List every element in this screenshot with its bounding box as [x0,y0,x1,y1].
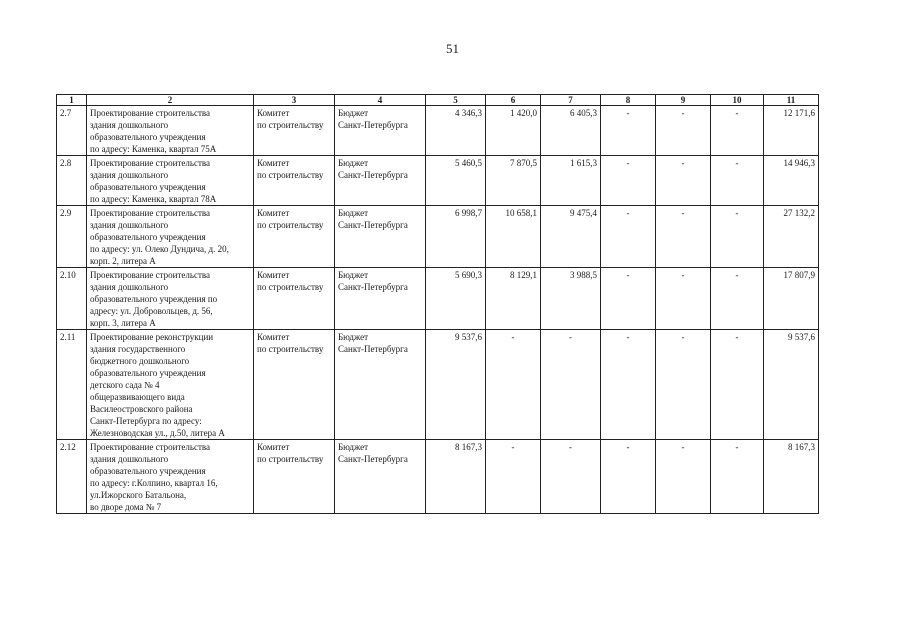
executor-cell [254,440,335,514]
value-cell-8: - [601,268,656,330]
value-cell-6: 8 129,1 [486,268,541,330]
lines-line: Проектирование строительства [90,270,211,280]
lines-line: корп. 3, литера А [90,318,156,328]
value-cell-10: - [711,106,764,156]
value-cell-7: - [541,330,601,440]
column-header-4: 4 [335,95,426,106]
lines-line: здания дошкольного [90,282,169,292]
row-index-cell: 2.10 [57,268,87,330]
org-line: по строительству [257,220,324,230]
column-header-5: 5 [426,95,486,106]
description-cell [87,156,254,206]
table-row [57,330,819,440]
src-line: Санкт-Петербурга [338,120,408,130]
value-cell-10: - [711,330,764,440]
description-cell [87,440,254,514]
column-header-2: 2 [87,95,254,106]
lines-line: бюджетного дошкольного [90,356,190,366]
column-header-7: 7 [541,95,601,106]
table-row [57,156,819,206]
src-line: Санкт-Петербурга [338,454,408,464]
src-line: Бюджет [338,108,369,118]
org-line: Комитет [257,158,290,168]
value-cell-11: 8 167,3 [764,440,819,514]
value-cell-9: - [656,330,711,440]
lines-line: Василеостровского района [90,404,193,414]
org-line: по строительству [257,282,324,292]
lines-line: образовательного учреждения [90,232,206,242]
value-cell-5: 4 346,3 [426,106,486,156]
value-cell-7: - [541,440,601,514]
executor-cell [254,330,335,440]
lines-line: общеразвивающего вида [90,392,185,402]
src-line: Бюджет [338,270,369,280]
row-index-cell: 2.8 [57,156,87,206]
budget-table [56,94,819,514]
org-line: Комитет [257,442,290,452]
lines-line: по адресу: ул. Олеко Дундича, д. 20, [90,244,229,254]
src-line: Бюджет [338,442,369,452]
value-cell-8: - [601,440,656,514]
column-header-11: 11 [764,95,819,106]
value-cell-8: - [601,330,656,440]
org-line: по строительству [257,344,324,354]
executor-cell [254,206,335,268]
org-line: Комитет [257,270,290,280]
lines-line: во дворе дома № 7 [90,502,162,512]
org-line: Комитет [257,332,290,342]
description-cell [87,268,254,330]
lines-line: Санкт-Петербурга по адресу: [90,416,202,426]
value-cell-11: 9 537,6 [764,330,819,440]
description-cell [87,330,254,440]
row-index-cell: 2.7 [57,106,87,156]
src-line: Бюджет [338,158,369,168]
value-cell-6: 10 658,1 [486,206,541,268]
funding-source-cell [335,156,426,206]
org-line: Комитет [257,108,290,118]
lines-line: здания дошкольного [90,120,169,130]
value-cell-7: 9 475,4 [541,206,601,268]
value-cell-8: - [601,106,656,156]
value-cell-6: - [486,440,541,514]
value-cell-9: - [656,156,711,206]
lines-line: Проектирование реконструкции [90,332,214,342]
column-header-9: 9 [656,95,711,106]
lines-line: Проектирование строительства [90,442,211,452]
value-cell-11: 27 132,2 [764,206,819,268]
value-cell-5: 5 690,3 [426,268,486,330]
lines-line: ул.Ижорского Батальона, [90,490,187,500]
value-cell-5: 9 537,6 [426,330,486,440]
funding-source-cell [335,206,426,268]
table-row [57,206,819,268]
description-cell [87,106,254,156]
value-cell-10: - [711,268,764,330]
value-cell-10: - [711,156,764,206]
src-line: Санкт-Петербурга [338,170,408,180]
org-line: Комитет [257,208,290,218]
value-cell-5: 8 167,3 [426,440,486,514]
row-index-cell: 2.11 [57,330,87,440]
org-line: по строительству [257,454,324,464]
page-number: 51 [446,41,459,56]
executor-cell [254,268,335,330]
column-header-8: 8 [601,95,656,106]
value-cell-9: - [656,268,711,330]
value-cell-11: 12 171,6 [764,106,819,156]
lines-line: образовательного учреждения [90,368,206,378]
row-index-cell: 2.9 [57,206,87,268]
lines-line: по адресу: г.Колпино, квартал 16, [90,478,218,488]
value-cell-10: - [711,206,764,268]
funding-source-cell [335,330,426,440]
description-cell [87,206,254,268]
table-row [57,440,819,514]
column-header-1: 1 [57,95,87,106]
column-header-3: 3 [254,95,335,106]
lines-line: образовательного учреждения по [90,294,218,304]
lines-line: образовательного учреждения [90,466,206,476]
table-header-row [57,95,819,106]
lines-line: по адресу: Каменка, квартал 78А [90,194,217,204]
value-cell-9: - [656,106,711,156]
value-cell-7: 3 988,5 [541,268,601,330]
lines-line: адресу: ул. Добровольцев, д. 56, [90,306,213,316]
column-header-6: 6 [486,95,541,106]
value-cell-9: - [656,440,711,514]
value-cell-7: 1 615,3 [541,156,601,206]
src-line: Бюджет [338,332,369,342]
funding-source-cell [335,268,426,330]
value-cell-11: 17 807,9 [764,268,819,330]
table-body [57,106,819,514]
src-line: Санкт-Петербурга [338,220,408,230]
org-line: по строительству [257,170,324,180]
lines-line: Проектирование строительства [90,208,211,218]
lines-line: здания государственного [90,344,186,354]
lines-line: образовательного учреждения [90,182,206,192]
lines-line: здания дошкольного [90,454,169,464]
value-cell-11: 14 946,3 [764,156,819,206]
funding-source-cell [335,106,426,156]
value-cell-6: - [486,330,541,440]
row-index-cell: 2.12 [57,440,87,514]
table-row [57,106,819,156]
lines-line: Проектирование строительства [90,158,211,168]
lines-line: детского сада № 4 [90,380,160,390]
value-cell-6: 1 420,0 [486,106,541,156]
lines-line: здания дошкольного [90,220,169,230]
funding-source-cell [335,440,426,514]
executor-cell [254,156,335,206]
src-line: Санкт-Петербурга [338,282,408,292]
value-cell-5: 5 460,5 [426,156,486,206]
src-line: Бюджет [338,208,369,218]
lines-line: корп. 2, литера А [90,256,156,266]
lines-line: по адресу: Каменка, квартал 75А [90,144,217,154]
value-cell-10: - [711,440,764,514]
column-header-10: 10 [711,95,764,106]
value-cell-7: 6 405,3 [541,106,601,156]
value-cell-6: 7 870,5 [486,156,541,206]
executor-cell [254,106,335,156]
table-row [57,268,819,330]
value-cell-5: 6 998,7 [426,206,486,268]
lines-line: образовательного учреждения [90,132,206,142]
lines-line: Проектирование строительства [90,108,211,118]
lines-line: Железноводская ул., д.50, литера А [90,428,225,438]
value-cell-8: - [601,156,656,206]
lines-line: здания дошкольного [90,170,169,180]
src-line: Санкт-Петербурга [338,344,408,354]
value-cell-9: - [656,206,711,268]
org-line: по строительству [257,120,324,130]
value-cell-8: - [601,206,656,268]
